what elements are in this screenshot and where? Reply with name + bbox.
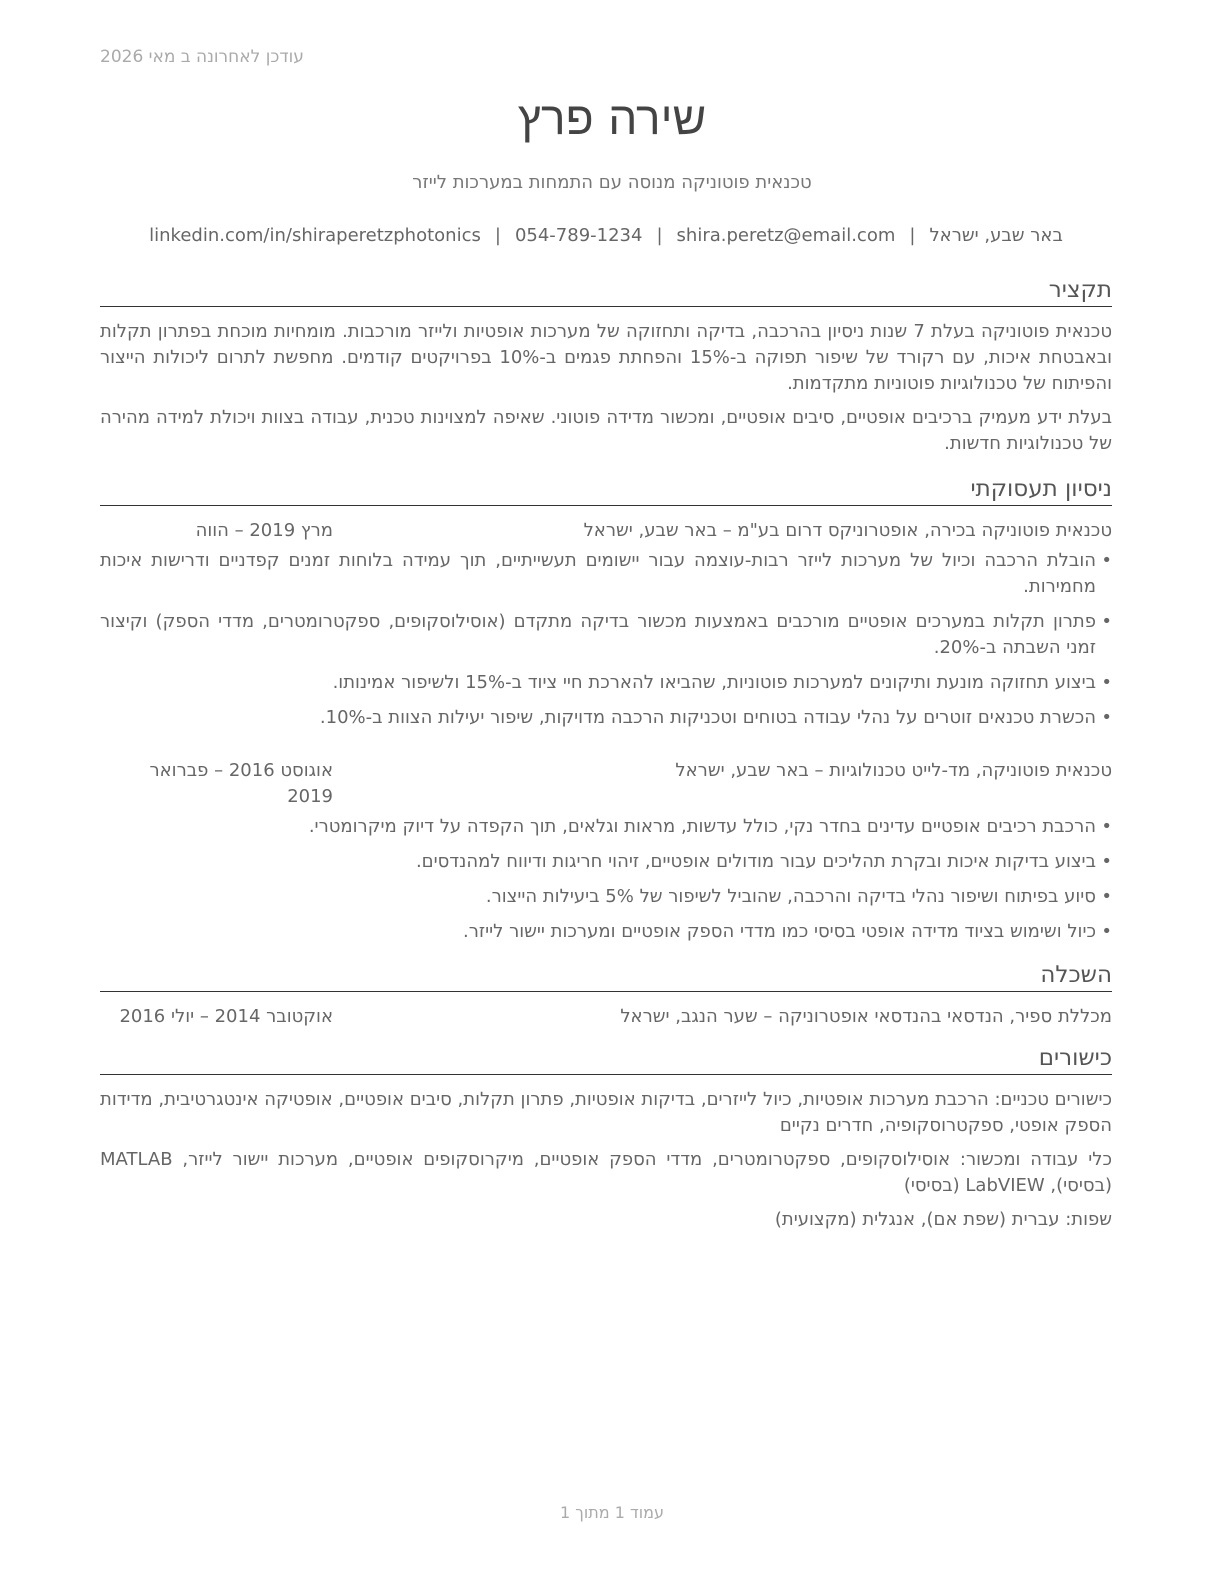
job-header <box>100 758 1112 810</box>
contact-separator: | <box>656 225 663 246</box>
candidate-subtitle: טכנאית פוטוניקה מנוסה עם התמחות במערכות לייזר <box>412 172 812 193</box>
job-title: טכנאית פוטוניקה, מד-לייט טכנולוגיות – באר שבע, ישראל <box>675 760 1112 781</box>
last-updated-note: עודכן לאחרונה ב מאי 2026 <box>100 47 304 67</box>
resume-body <box>100 276 1112 1241</box>
contact-separator: | <box>909 225 916 246</box>
skills-heading: כישורים <box>100 1044 1112 1075</box>
job-bullet: • פתרון תקלות במערכים אופטיים מורכבים באמצעות מכשור בדיקה מתקדם (אוסילוסקופים, ספקטרומטרים, מדדי הספק) וקיצור זמני השבתה ב-20%. <box>100 609 1096 661</box>
education-heading: השכלה <box>100 961 1112 992</box>
job-bullet: • הכשרת טכנאים זוטרים על נהלי עבודה בטוחים וטכניקות הרכבה מדויקות, שיפור יעילות הצוות ב-10%. <box>100 705 1096 731</box>
job-dates: אוגוסט 2016 – פברואר 2019 <box>149 760 333 807</box>
contact-linkedin[interactable]: linkedin.com/in/shiraperetzphotonics <box>149 225 481 246</box>
contact-phone[interactable]: 054-789-1234 <box>514 225 643 246</box>
skills-line: שפות: עברית (שפת אם), אנגלית (מקצועית) <box>774 1209 1112 1230</box>
summary-paragraph: טכנאית פוטוניקה בעלת 7 שנות ניסיון בהרכבה, בדיקה ותחזוקה של מערכות אופטיות ולייזר מורכבות. מומחיות מוכחת בפתרון תקלות ובאבטחת איכות, עם רקורד של שיפור תפוקה ב-15% והפחתת פגמים ב-10% בפרויקטים קודמים. מחפשת לתרום ליכולות הייצור והפיתוח של טכנולוגיות פוטוניות מתקדמות. <box>100 321 1113 394</box>
job-dates: מרץ 2019 – הווה <box>195 520 333 541</box>
education-entry <box>100 1004 1112 1030</box>
job-bullet: • כיול ושימוש בציוד מדידה אופטי בסיסי כמו מדדי הספק אופטיים ומערכות יישור לייזר. <box>100 919 1096 945</box>
job-header <box>100 518 1112 544</box>
education-dates: אוקטובר 2014 – יולי 2016 <box>119 1006 333 1027</box>
skills-line: כישורים טכניים: הרכבת מערכות אופטיות, כיול לייזרים, בדיקות אופטיות, פתרון תקלות, סיבים אופטיים, אופטיקה אינטגרטיבית, מדידות הספק אופטי, ספקטרוסקופיה, חדרים נקיים <box>100 1089 1112 1136</box>
job-title: טכנאית פוטוניקה בכירה, אופטרוניקס דרום בע"מ – באר שבע, ישראל <box>583 520 1112 541</box>
contact-separator: | <box>494 225 501 246</box>
job-bullets <box>100 814 1112 945</box>
candidate-name: שירה פרץ <box>517 91 707 145</box>
experience-heading: ניסיון תעסוקתי <box>100 475 1112 506</box>
job-bullets <box>100 548 1112 731</box>
job-bullet: • ביצוע בדיקות איכות ובקרת תהליכים עבור מודולים אופטיים, זיהוי חריגות ודיווח למהנדסים. <box>100 849 1096 875</box>
job-bullet: • הרכבת רכיבים אופטיים עדינים בחדר נקי, כולל עדשות, מראות וגלאים, תוך הקפדה על דיוק מיקרומטרי. <box>100 814 1096 840</box>
page-footer: עמוד 1 מתוך 1 <box>560 1503 664 1522</box>
job-bullet: • הובלת הרכבה וכיול של מערכות לייזר רבות-עוצמה עבור יישומים תעשייתיים, תוך עמידה בלוחות זמנים קפדניים ודרישות איכות מחמירות. <box>100 548 1096 600</box>
contact-location: באר שבע, ישראל <box>929 225 1063 246</box>
skills-line: כלי עבודה ומכשור: אוסילוסקופים, ספקטרומטרים, מדדי הספק אופטיים, מיקרוסקופים אופטיים, מערכות יישור לייזר, MATLAB (בסיסי), LabVIEW (בסיסי) <box>100 1149 1112 1196</box>
contact-email[interactable]: shira.peretz@email.com <box>676 225 896 246</box>
summary-heading: תקציר <box>100 276 1112 307</box>
contact-line <box>100 223 1112 249</box>
job-bullet: • ביצוע תחזוקה מונעת ותיקונים למערכות פוטוניות, שהביאו להארכת חיי ציוד ב-15% ולשיפור אמינותו. <box>100 670 1096 696</box>
job-bullet: • סיוע בפיתוח ושיפור נהלי בדיקה והרכבה, שהוביל לשיפור של 5% ביעילות הייצור. <box>100 884 1096 910</box>
summary-paragraph: בעלת ידע מעמיק ברכיבים אופטיים, סיבים אופטיים, ומכשור מדידה פוטוני. שאיפה למצוינות טכנית, עבודה בצוות ויכולת למידה מהירה של טכנולוגיות חדשות. <box>100 407 1112 454</box>
education-title: מכללת ספיר, הנדסאי בהנדסאי אופטרוניקה – שער הנגב, ישראל <box>620 1006 1112 1027</box>
